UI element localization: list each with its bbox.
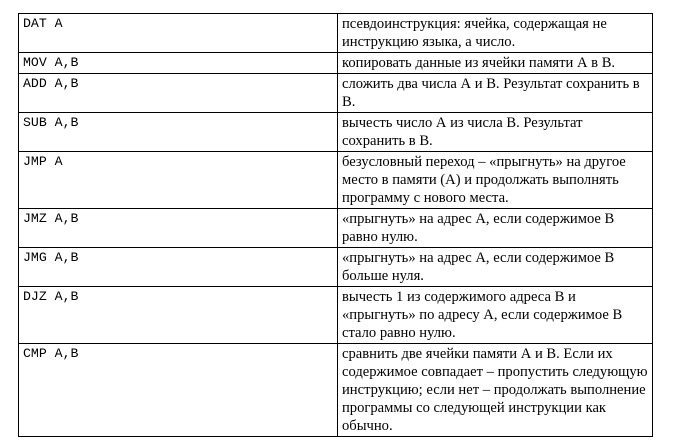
instruction-code: ADD A,B: [19, 74, 338, 113]
instruction-description: «прыгнуть» на адрес А, если содержимое В равно нулю.: [338, 209, 653, 248]
instruction-code: DAT A: [19, 14, 338, 53]
instruction-code: JMP A: [19, 152, 338, 209]
instruction-code: SUB A,B: [19, 113, 338, 152]
instruction-code: DJZ A,B: [19, 287, 338, 344]
instruction-description: копировать данные из ячейки памяти А в В.: [338, 53, 653, 74]
table-row: [19, 74, 653, 113]
instruction-description: безусловный переход – «прыгнуть» на другое место в памяти (А) и продолжать выполнять программу с нового места.: [338, 152, 653, 209]
instruction-code: CMP A,B: [19, 344, 338, 437]
instruction-code: JMG A,B: [19, 248, 338, 287]
instruction-description: вычесть число А из числа В. Результат сохранить в В.: [338, 113, 653, 152]
instruction-code: MOV A,B: [19, 53, 338, 74]
instruction-description: псевдоинструкция: ячейка, содержащая не инструкцию языка, а число.: [338, 14, 653, 53]
table-row: [19, 14, 653, 53]
table-row: [19, 344, 653, 437]
table-row: [19, 209, 653, 248]
table-row: [19, 53, 653, 74]
instruction-description: сложить два числа А и В. Результат сохранить в В.: [338, 74, 653, 113]
table-row: [19, 152, 653, 209]
table-row: [19, 113, 653, 152]
instruction-table: [18, 13, 653, 437]
instruction-description: сравнить две ячейки памяти А и В. Если их содержимое совпадает – пропустить следующую инструкцию; если нет – продолжать выполнение программы со следующей инструкции как обычно.: [338, 344, 653, 437]
instruction-code: JMZ A,B: [19, 209, 338, 248]
instruction-description: вычесть 1 из содержимого адреса В и «прыгнуть» по адресу А, если содержимое В стало равно нулю.: [338, 287, 653, 344]
table-row: [19, 248, 653, 287]
table-row: [19, 287, 653, 344]
instruction-description: «прыгнуть» на адрес А, если содержимое В больше нуля.: [338, 248, 653, 287]
